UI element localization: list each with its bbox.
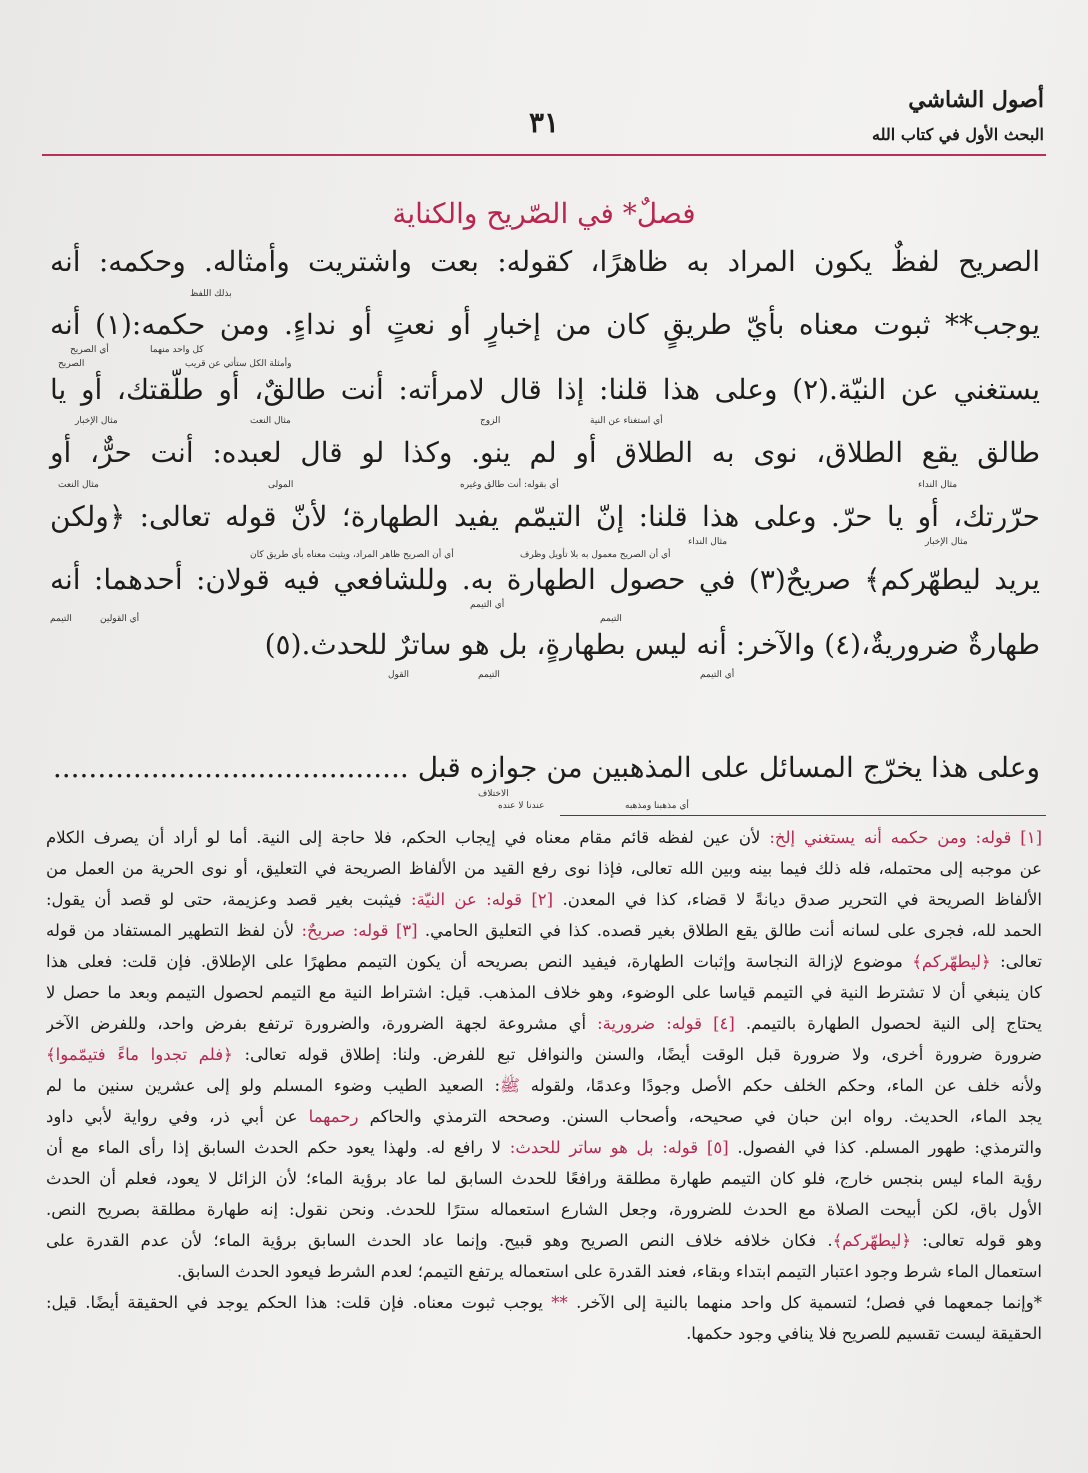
footnote-text: يحتاج إلى النية لحصول الطهارة بالتيمم. xyxy=(734,1014,1042,1033)
footnote-lemma: [١] قوله: ومن حكمه أنه يستغني إلخ: xyxy=(769,828,1042,847)
footnote-lemma: [٣] قوله: صريحٌ: xyxy=(301,921,418,940)
gloss: التيمم xyxy=(600,614,622,624)
gloss: مثال النداء xyxy=(918,480,958,490)
gloss: بذلك اللفظ xyxy=(190,289,232,299)
footnote-line xyxy=(46,822,1042,853)
footnote-text: وهو قوله تعالى: xyxy=(911,1231,1042,1250)
header-divider xyxy=(42,154,1046,156)
footnote-text: موضوع لإزالة النجاسة وإثبات الطهارة، فيفيد النص بصريحه أن يكون التيمم مطهرًا على الإطلاق. فإن قلت: فعلى هذا xyxy=(46,952,913,971)
footnote-line xyxy=(46,1163,1042,1194)
footnote-line xyxy=(46,884,1042,915)
running-title: أصول الشاشي xyxy=(908,87,1044,113)
gloss: الاختلاف xyxy=(478,789,509,799)
footnote-text: عن موجبه إلى محتمله، فله ذلك فيما بينه وبين الله تعالى، فإذا نوى رفع القيد من الألفاظ الصريحة في التعليق، أو نوى الحرية من العمل من xyxy=(46,859,1042,878)
main-line: يستغني عن النيّة.(٢) وعلى هذا قلنا: إذا قال لامرأته: أنت طالقٌ، أو طلّقتك، أو يا xyxy=(50,373,1040,406)
gloss: أي التيمم xyxy=(700,670,735,680)
footnote-text: لأن عين لفظه قائم مقام معناه في إيجاب الحكم، فلا حاجة إلى النية. أما لو أراد أن يصرف الكلام xyxy=(46,828,770,847)
footnote-text: الحقيقة ليست تقسيم للصريح فلا ينافي وجود حكمها. xyxy=(686,1324,1042,1343)
footnote-line xyxy=(46,1225,1042,1256)
footnote-line xyxy=(46,853,1042,884)
gloss: المولى xyxy=(268,480,294,490)
footnote-line xyxy=(46,915,1042,946)
footnote-text: الأول باق، لكن أبيحت الصلاة مع الحدث للضرورة، وجعل الشارع استعماله سترًا للحدث. ونحن نقول: إنه طهارة مطلقة بصريح النص. xyxy=(46,1200,1042,1219)
main-line: يوجب** ثبوت معناه بأيّ طريقٍ كان من إخبارٍ أو نعتٍ أو نداءٍ. ومن حكمه:(١) أنه xyxy=(50,308,1041,341)
footnote-lemma: ** xyxy=(551,1293,568,1312)
footnote-line xyxy=(46,1101,1042,1132)
gloss: مثال النعت xyxy=(58,480,99,490)
main-line: وعلى هذا يخرّج المسائل على المذهبين من جوازه قبل ........................................ xyxy=(52,751,1040,784)
footnote-line xyxy=(46,977,1042,1008)
gloss: مثال الإخبار xyxy=(75,416,118,426)
gloss: أي بقوله: أنت طالق وغيره xyxy=(460,480,559,490)
footnote-text: ولأنه خلف عن الماء، وحكم الخلف حكم الأصل وجودًا وعدمًا، ولقوله xyxy=(519,1076,1042,1095)
footnote-line xyxy=(46,1008,1042,1039)
footnote-text: *وإنما جمعهما في فصل؛ لتسمية كل واحد منهما بالنية إلى الآخر. xyxy=(567,1293,1042,1312)
footnote-line xyxy=(46,1070,1042,1101)
gloss: الزوج xyxy=(480,416,501,426)
chapter-title: فصلٌ* في الصّريح والكناية xyxy=(392,197,696,230)
footnote-line xyxy=(46,1132,1042,1163)
footnote-lemma: ﴿ليطهّركم﴾ xyxy=(832,1231,911,1250)
gloss: أي مذهبنا ومذهبه xyxy=(625,801,689,811)
gloss: أي القولين xyxy=(100,614,140,624)
gloss: كل واحد منهما xyxy=(150,345,204,355)
footnote-text: كان ينبغي أن لا تشترط النية في التيمم قياسا على الوضوء، وهو خلاف المذهب. قيل: اشتراط النية مع التيمم لحصول التيمم وبعد ما حصل لا xyxy=(46,983,1042,1002)
footnote-text: . فكان خلافه خلاف النص الصريح وهو قبيح. وإنما عاد الحدث السابق برؤية الماء؛ لأن عدم القدرة على xyxy=(46,1231,833,1250)
section-title: البحث الأول في كتاب الله xyxy=(872,125,1044,144)
main-line: الصريح لفظٌ يكون المراد به ظاهرًا، كقوله: بعت واشتريت وأمثاله. وحكمه: أنه xyxy=(50,245,1040,278)
gloss: الصريح xyxy=(58,359,85,369)
footnote-text: تعالى: xyxy=(990,952,1042,971)
footnote-text: عن أبي ذر، وفي رواية لأبي داود xyxy=(46,1107,309,1126)
footnote-text: يجد الماء، الحديث. رواه ابن حبان في صحيحه، وأصحاب السنن. وصححه الترمذي والحاكم xyxy=(358,1107,1042,1126)
main-line: يريد ليطهّركم﴾ صريحٌ(٣) في حصول الطهارة به. وللشافعي فيه قولان: أحدهما: أنه xyxy=(50,563,1040,596)
footnote-line xyxy=(46,946,1042,977)
gloss: التيمم xyxy=(50,614,72,624)
footnote-line xyxy=(46,1256,1042,1287)
page-number: ٣١ xyxy=(528,106,560,139)
footnote-text: الحمد لله، فجرى على لسانه أنت طالق يقع الطلاق بغير قصده. كذا في التعليق الحامي. xyxy=(417,921,1042,940)
gloss: أي أن الصريح معمول به بلا تأويل وظرف xyxy=(520,550,671,560)
footnote-text: والترمذي: طهور المسلم. كذا في الفصول. xyxy=(728,1138,1042,1157)
footnote-lemma: [٤] قوله: ضرورية: xyxy=(597,1014,735,1033)
footnote-line xyxy=(46,1194,1042,1225)
footnote-line xyxy=(46,1318,1042,1349)
footnote-text: ضرورة ضرورة أخرى، ولا ضرورة قبل الوقت أيضًا، والسنن والنوافل تبع للفرض. ولنا: إطلاق قوله تعالى: xyxy=(232,1045,1042,1064)
footnote-text: فيثبت بغير قصد وعزيمة، حتى لو قصد أن يقول: xyxy=(46,890,412,909)
main-line: طالق يقع الطلاق، نوى به الطلاق أو لم ينو. وكذا لو قال لعبده: أنت حرٌّ، أو xyxy=(50,436,1040,469)
gloss: أي التيمم xyxy=(470,600,505,610)
footnote-lemma: ﴿ليطهّركم﴾ xyxy=(912,952,991,971)
gloss: عندنا لا عنده xyxy=(498,801,545,811)
footnotes xyxy=(46,822,1042,1349)
gloss: التيمم xyxy=(478,670,500,680)
footnote-line xyxy=(46,1039,1042,1070)
footnote-text: يوجب ثبوت معناه. فإن قلت: هذا الحكم يوجد في الحقيقة أيضًا. قيل: xyxy=(46,1293,552,1312)
gloss: وأمثلة الكل ستأتي عن قريب xyxy=(185,359,292,369)
main-line: حرّرتك، أو يا حرّ. وعلى هذا قلنا: إنّ التيمّم يفيد الطهارة؛ لأنّ قوله تعالى: ﴿ولكن xyxy=(50,500,1040,533)
footnote-text: رؤية الماء ليس بنجس خارج، فلو كان التيمم طهارة مطلقة ورافعًا للحدث السابق لما عاد برؤية الماء؛ لأن الزائل لا يعود، فعلم أن الحدث xyxy=(46,1169,1042,1188)
gloss: القول xyxy=(388,670,409,680)
footnote-lemma: ﷺ xyxy=(500,1076,520,1095)
main-line: طهارةٌ ضروريةٌ،(٤) والآخر: أنه ليس بطهارةٍ، بل هو ساترٌ للحدث.(٥) xyxy=(264,628,1040,661)
footnote-lemma: [٢] قوله: عن النيّة: xyxy=(411,890,554,909)
footnote-divider xyxy=(560,815,1046,816)
gloss: أي الصريح xyxy=(70,345,109,355)
footnote-lemma: [٥] قوله: بل هو ساتر للحدث: xyxy=(509,1138,729,1157)
footnote-lemma: رحمهما xyxy=(308,1107,359,1126)
gloss: مثال النعت xyxy=(250,416,291,426)
footnote-line xyxy=(46,1287,1042,1318)
footnote-text: استعمال الماء شرط وجود اعتبار التيمم ابتداء وبقاء، فعند القدرة على استعماله يرتفع التيمم؛ لعدم الشرط فيعود الحدث السابق. xyxy=(176,1262,1042,1281)
footnote-lemma: ﴿فلم تجدوا ماءً فتيمّموا﴾ xyxy=(46,1045,233,1064)
gloss: مثال الإخبار xyxy=(925,537,968,547)
footnote-text: الألفاظ الصريحة في التحرير صدق ديانةً لا قضاء، كذا في المعدن. xyxy=(553,890,1042,909)
gloss: مثال النداء xyxy=(688,537,728,547)
footnote-text: لا رافع له. ولهذا يعود حكم الحدث السابق إذا رأى الماء مع أن xyxy=(46,1138,510,1157)
footnote-text: : الصعيد الطيب وضوء المسلم ولو إلى عشرين سنين ما لم xyxy=(46,1076,501,1095)
gloss: أي استغناء عن النية xyxy=(590,416,663,426)
footnote-text: لأن لفظ التطهير المستفاد من قوله xyxy=(46,921,302,940)
footnote-text: أي مشروعة لجهة الضرورة، والضرورة ترتفع بفرض واحد، وللفرض الآخر xyxy=(46,1014,598,1033)
gloss: أي أن الصريح ظاهر المراد، ويثبت معناه بأي طريق كان xyxy=(250,550,454,560)
